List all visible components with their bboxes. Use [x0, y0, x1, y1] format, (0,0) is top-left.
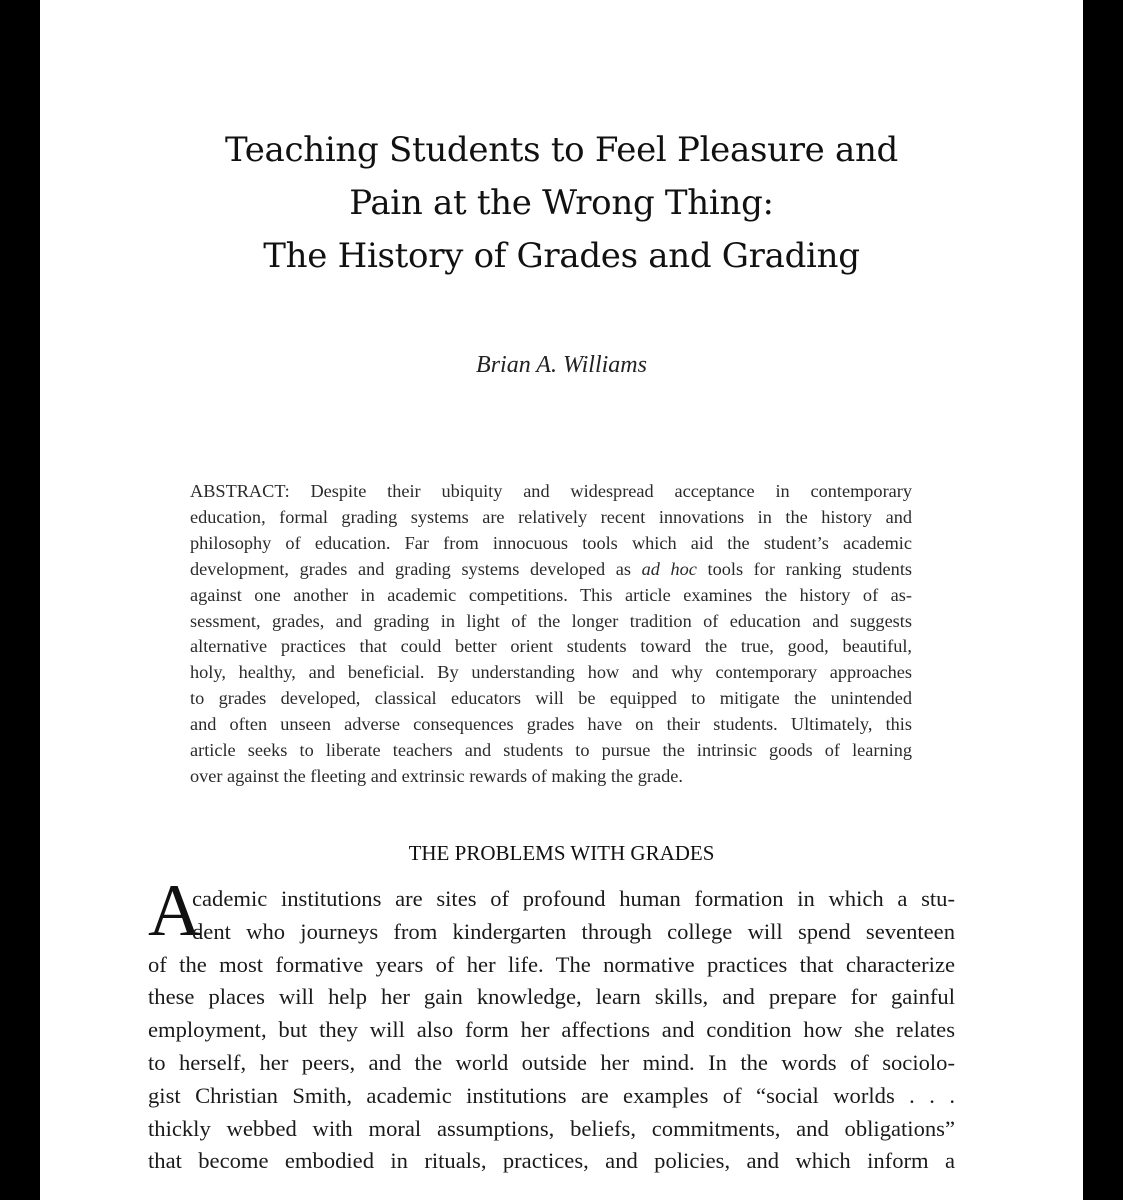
body-line: of the most formative years of her life. The normative practices that characterize	[148, 951, 955, 977]
article-title-line: The History of Grades and Grading	[263, 236, 860, 276]
abstract-line: development, grades and grading systems developed as ad hoc tools for ranking students	[190, 558, 913, 579]
abstract-line: and often unseen adverse consequences grades have on their students. Ultimately, this	[190, 714, 912, 735]
body-line: cademic institutions are sites of profound human formation in which a stu-	[192, 886, 955, 911]
abstract-line: sessment, grades, and grading in light of the longer tradition of education and suggests	[190, 610, 912, 631]
abstract-line: against one another in academic competitions. This article examines the history of as-	[190, 584, 912, 605]
abstract-line: holy, healthy, and beneficial. By understanding how and why contemporary approaches	[190, 662, 912, 683]
article-title-line: Pain at the Wrong Thing:	[349, 183, 774, 223]
body-line: dent who journeys from kindergarten through college will spend seventeen	[192, 918, 955, 944]
body-line: to herself, her peers, and the world outside her mind. In the words of sociolo-	[148, 1049, 955, 1075]
author-name: Brian A. Williams	[476, 352, 647, 378]
document-page[interactable]	[40, 0, 1083, 1200]
abstract-line: philosophy of education. Far from innocuous tools which aid the student’s academic	[190, 532, 912, 553]
article-title-line: Teaching Students to Feel Pleasure and	[224, 130, 899, 170]
abstract	[190, 479, 912, 790]
section-heading: THE PROBLEMS WITH GRADES	[408, 841, 715, 865]
abstract-line: alternative practices that could better orient students toward the true, good, beautiful,	[190, 636, 912, 657]
abstract-line: over against the fleeting and extrinsic rewards of making the grade.	[190, 765, 683, 786]
body-line: that become embodied in rituals, practices, and policies, and which inform a	[148, 1148, 955, 1174]
drop-cap: A	[148, 870, 202, 952]
body-paragraph	[148, 883, 955, 1178]
abstract-line: to grades developed, classical educators will be equipped to mitigate the unintended	[190, 688, 912, 709]
body-line: gist Christian Smith, academic institutions are examples of “social worlds . . .	[148, 1082, 955, 1108]
article-title	[40, 124, 1083, 283]
abstract-line: education, formal grading systems are relatively recent innovations in the history and	[190, 506, 912, 527]
abstract-line: article seeks to liberate teachers and students to pursue the intrinsic goods of learning	[190, 740, 912, 761]
italic-phrase: ad hoc	[641, 558, 697, 579]
body-line: these places will help her gain knowledge, learn skills, and prepare for gainful	[148, 984, 955, 1010]
body-line: thickly webbed with moral assumptions, beliefs, commitments, and obligations”	[148, 1115, 955, 1141]
abstract-line: ABSTRACT: Despite their ubiquity and widespread acceptance in contemporary	[190, 481, 912, 501]
body-line: employment, but they will also form her affections and condition how she relates	[148, 1017, 955, 1043]
